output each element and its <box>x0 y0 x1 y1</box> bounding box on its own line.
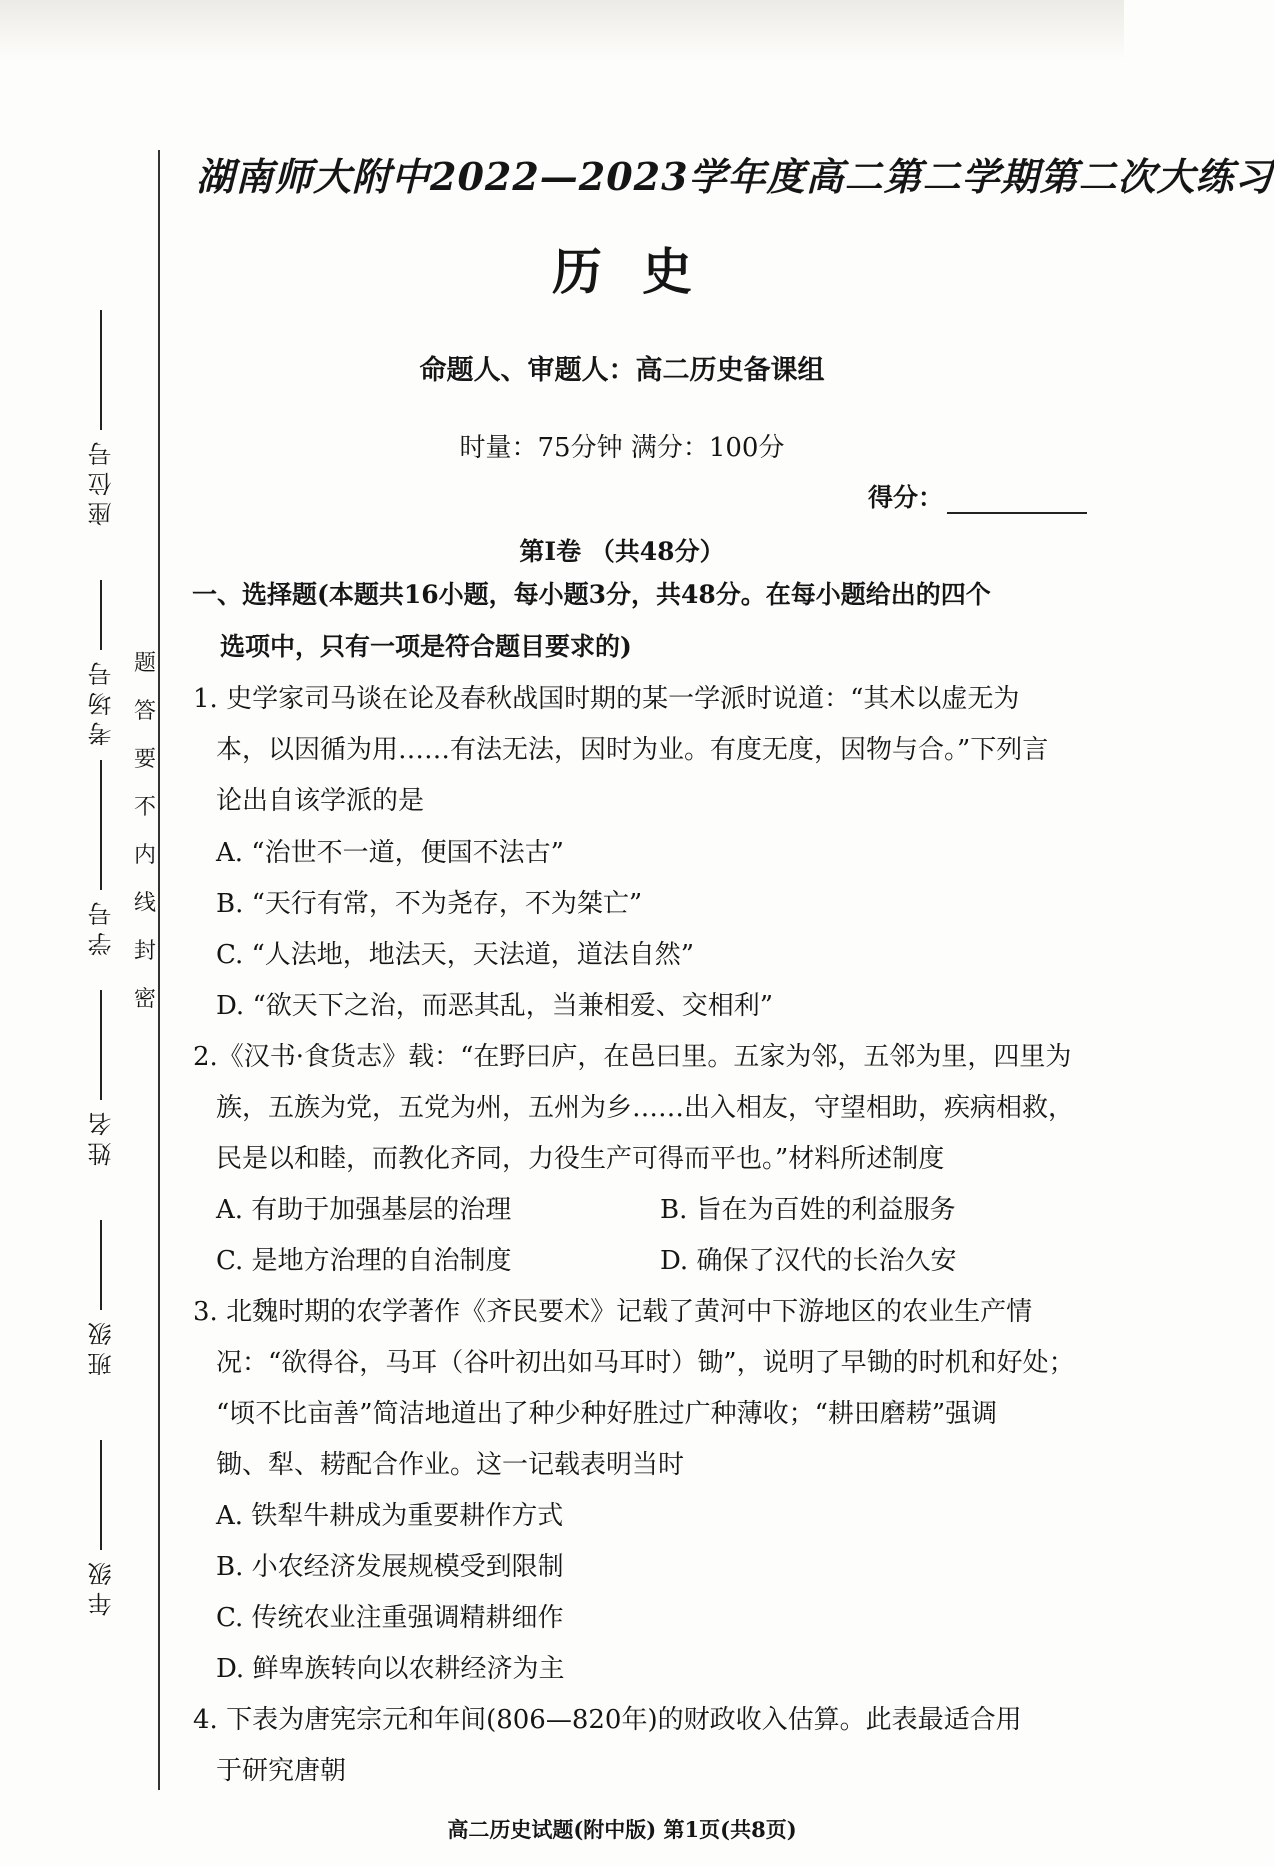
student-number-label: 学号 <box>87 896 116 956</box>
question-3-line: 况：“欲得谷，马耳（谷叶初出如马耳时）锄”，说明了早锄的时机和好处； <box>216 1348 1075 1378</box>
question-3-option-c: C. 传统农业注重强调精耕细作 <box>216 1603 564 1633</box>
score-blank <box>947 486 1087 514</box>
seal-char: 题 <box>133 651 156 676</box>
question-1-line: 本，以因循为用……有法无法，因时为业。有度无度，因物与合。”下列言 <box>216 735 1049 765</box>
instruction-line: 一、选择题(本题共16小题，每小题3分，共48分。在每小题给出的四个 <box>192 580 991 609</box>
question-2-option-a: A. 有助于加强基层的治理 <box>216 1195 512 1225</box>
time-info: 时量：75分钟 满分：100分 <box>459 433 785 463</box>
question-3-line: “顷不比亩善”简洁地道出了种少种好胜过广种薄收；“耕田磨耢”强调 <box>216 1399 998 1429</box>
exam-room-field <box>84 580 118 752</box>
instruction-line: 选项中，只有一项是符合题目要求的) <box>220 632 632 661</box>
scan-edge <box>0 0 1124 60</box>
seal-char: 不 <box>133 795 156 820</box>
question-2-line: 族，五族为党，五党为州，五州为乡……出入相友，守望相助，疾病相救， <box>216 1093 1075 1123</box>
question-3-option-b: B. 小农经济发展规模受到限制 <box>216 1552 564 1582</box>
question-1-line: 论出自该学派的是 <box>216 786 425 816</box>
grade-label: 年级 <box>87 1556 116 1616</box>
class-label: 班级 <box>87 1316 116 1376</box>
seal-char: 内 <box>133 843 156 868</box>
question-1-option-c: C. “人法地，地法天，天法道，道法自然” <box>216 940 695 970</box>
section-title: 第Ⅰ卷 （共48分） <box>519 537 725 566</box>
question-2-option-b: B. 旨在为百姓的利益服务 <box>660 1195 956 1225</box>
class-field <box>84 1220 118 1382</box>
question-4-line: 于研究唐朝 <box>216 1756 347 1786</box>
seal-char: 线 <box>133 891 156 916</box>
exam-room-label: 考场号 <box>87 656 116 746</box>
subject-title: 历史 <box>552 242 732 301</box>
seat-number-field <box>84 310 118 532</box>
seat-number-label: 座位号 <box>87 436 116 526</box>
question-1-option-d: D. “欲天下之治，而恶其乱，当兼相爱、交相利” <box>216 991 774 1021</box>
page-footer: 高二历史试题(附中版) 第1页(共8页) <box>447 1817 797 1842</box>
question-1-option-a: A. “治世不一道，便国不法古” <box>216 838 564 868</box>
question-2-option-c: C. 是地方治理的自治制度 <box>216 1246 512 1276</box>
question-1-option-b: B. “天行有常，不为尧存，不为桀亡” <box>216 889 643 919</box>
question-1-line: 1. 史学家司马谈在论及春秋战国时期的某一学派时说道：“其术以虚无为 <box>193 684 1020 714</box>
student-number-field <box>84 760 118 962</box>
score-field <box>868 478 1087 514</box>
score-label: 得分： <box>868 483 944 512</box>
question-3-option-a: A. 铁犁牛耕成为重要耕作方式 <box>216 1501 564 1531</box>
seal-char: 封 <box>133 939 156 964</box>
exam-title: 湖南师大附中2022—2023学年度高二第二学期第二次大练习 <box>196 154 1274 199</box>
question-3-line: 3. 北魏时期的农学著作《齐民要术》记载了黄河中下游地区的农业生产情 <box>193 1297 1033 1327</box>
question-2-option-d: D. 确保了汉代的长治久安 <box>660 1246 957 1276</box>
seal-char: 密 <box>133 987 156 1012</box>
seal-char: 答 <box>133 699 156 724</box>
seal-line-notice <box>130 640 160 1024</box>
question-3-option-d: D. 鲜卑族转向以农耕经济为主 <box>216 1654 565 1684</box>
question-2-line: 2.《汉书·食货志》载：“在野曰庐，在邑曰里。五家为邻，五邻为里，四里为 <box>193 1042 1072 1072</box>
name-field <box>84 990 118 1172</box>
question-4-line: 4. 下表为唐宪宗元和年间(806—820年)的财政收入估算。此表最适合用 <box>193 1705 1022 1735</box>
seal-char: 要 <box>133 747 156 772</box>
question-2-line: 民是以和睦，而教化齐同，力役生产可得而平也。”材料所述制度 <box>216 1144 945 1174</box>
name-label: 姓名 <box>87 1106 116 1166</box>
grade-field <box>84 1440 118 1622</box>
author-line: 命题人、审题人：高二历史备课组 <box>419 355 825 386</box>
question-3-line: 锄、犁、耢配合作业。这一记载表明当时 <box>216 1450 685 1480</box>
